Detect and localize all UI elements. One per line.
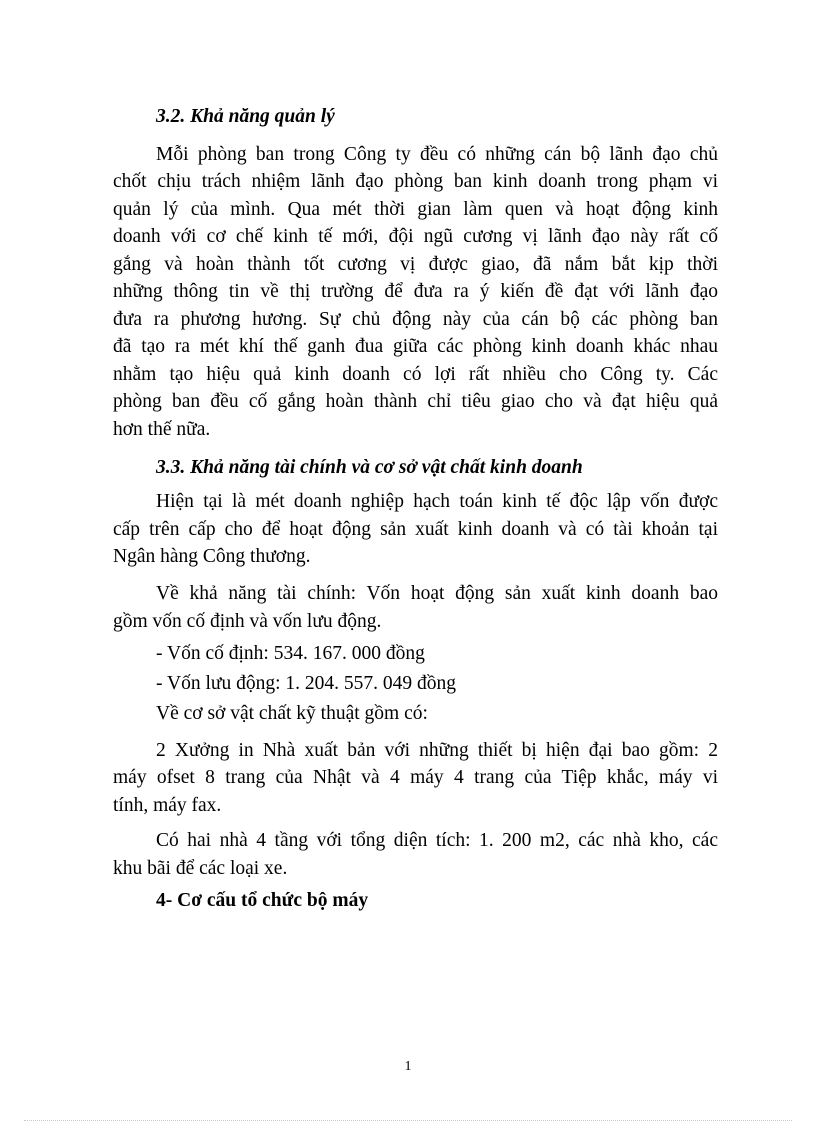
text-line: 2 Xưởng in Nhà xuất bản với những thiết bị hiện đại bao gồm: 2 — [156, 740, 718, 761]
text-line: Ngân hàng Công thương. — [113, 546, 311, 567]
text-line: những thông tin về thị trường để đưa ra ý kiến đề đạt với lãnh đạo — [113, 281, 718, 302]
text-line: Hiện tại là mét doanh nghiệp hạch toán kinh tế độc lập vốn được — [156, 491, 718, 512]
page-number: 1 — [404, 1059, 412, 1074]
text-line: chốt chịu trách nhiệm lãnh đạo phòng ban kinh doanh trong phạm vi — [113, 171, 718, 192]
text-line: đưa ra phương hương. Sự chủ động này của cán bộ các phòng ban — [113, 309, 718, 330]
text-line: gồm vốn cố định và vốn lưu động. — [113, 611, 382, 632]
text-line: Về cơ sở vật chất kỹ thuật gồm có: — [156, 703, 428, 724]
text-line: Về khả năng tài chính: Vốn hoạt động sản xuất kinh doanh bao — [156, 583, 718, 604]
text-line: tính, máy fax. — [113, 795, 222, 816]
page-bottom-divider — [24, 1120, 792, 1121]
text-line: cấp trên cấp cho để hoạt động sản xuất kinh doanh và có tài khoản tại — [113, 519, 718, 540]
text-line: doanh với cơ chế kinh tế mới, đội ngũ cương vị lãnh đạo này rất cố — [113, 226, 718, 247]
text-line: phòng ban đều cố gắng hoàn thành chỉ tiêu giao cho và đạt hiệu quả — [113, 391, 718, 412]
text-line: Mỗi phòng ban trong Công ty đều có những cán bộ lãnh đạo chủ — [156, 144, 718, 165]
section-heading: 3.3. Khả năng tài chính và cơ sở vật chất kinh doanh — [156, 457, 583, 478]
text-line: nhằm tạo hiệu quả kinh doanh có lợi rất nhiều cho Công ty. Các — [113, 364, 718, 385]
text-line: quản lý của mình. Qua mét thời gian làm quen và hoạt động kinh — [113, 199, 718, 220]
text-line: máy ofset 8 trang của Nhật và 4 máy 4 trang của Tiệp khắc, máy vi — [113, 767, 718, 788]
text-line: hơn thế nữa. — [113, 419, 211, 440]
text-line: đã tạo ra mét khí thế ganh đua giữa các phòng kinh doanh khác nhau — [113, 336, 718, 357]
text-line: khu bãi để các loại xe. — [113, 858, 288, 879]
list-item: - Vốn cố định: 534. 167. 000 đồng — [156, 643, 425, 664]
list-item: - Vốn lưu động: 1. 204. 557. 049 đồng — [156, 673, 457, 694]
text-line: Có hai nhà 4 tầng với tổng diện tích: 1. 200 m2, các nhà kho, các — [156, 830, 718, 851]
text-line: gắng và hoàn thành tốt cương vị được giao, đã nắm bắt kịp thời — [113, 254, 718, 275]
section-heading: 3.2. Khả năng quản lý — [156, 106, 335, 127]
section-heading: 4- Cơ cấu tổ chức bộ máy — [156, 890, 369, 911]
